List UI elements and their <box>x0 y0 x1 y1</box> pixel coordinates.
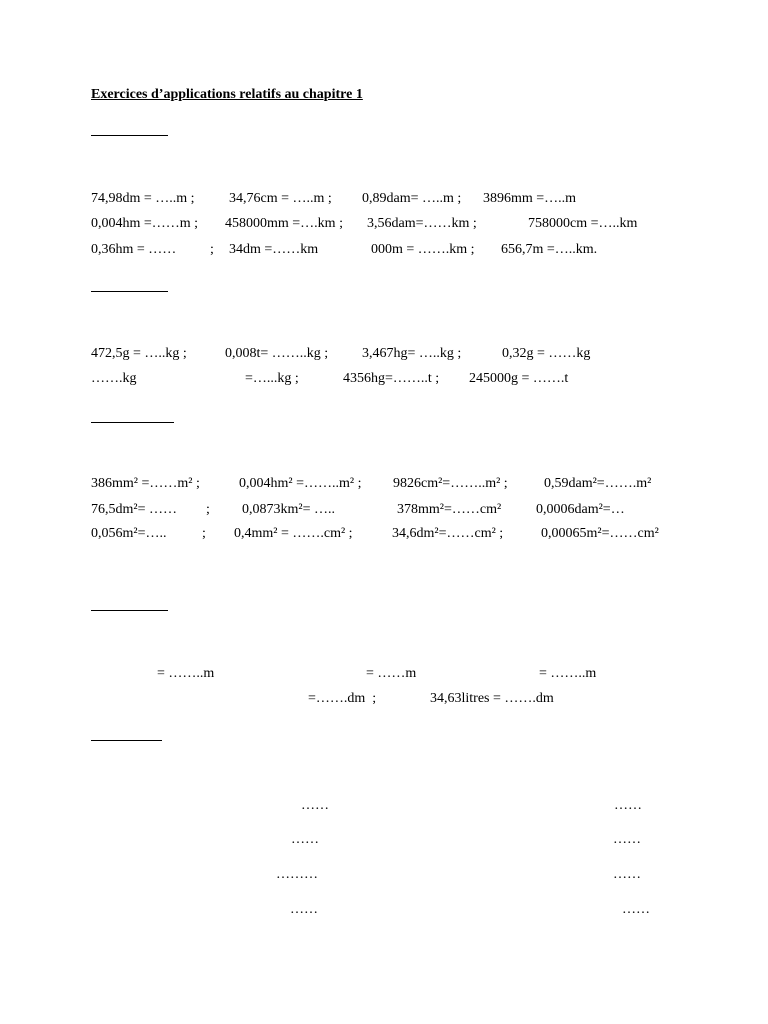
exercise-5-r2-left: …… <box>291 832 319 847</box>
exercise-5-r1-left: …… <box>301 798 329 813</box>
exercise-1-r1-c2: 34,76cm = …..m ; <box>229 191 332 206</box>
section-heading-rule <box>91 291 168 292</box>
section-heading-rule <box>91 610 168 611</box>
exercise-1-r3-c4: 000m = …….km ; <box>371 242 475 257</box>
exercise-3-r2-c3: 0,0873km²= ….. <box>242 502 335 517</box>
exercise-4-r1-c2: = ……m <box>366 666 417 681</box>
section-heading-rule <box>91 422 174 423</box>
exercise-3-r1-c1: 386mm² =……m² ; <box>91 476 200 491</box>
exercise-2-r1-c3: 3,467hg= …..kg ; <box>362 346 462 361</box>
exercise-1-r2-c3: 3,56dam=……km ; <box>367 216 477 231</box>
exercise-3-r3-c1: 0,056m²=….. <box>91 526 167 541</box>
exercise-3-r1-c4: 0,59dam²=…….m² <box>544 476 652 491</box>
exercise-1-r1-c4: 3896mm =…..m <box>483 191 577 206</box>
exercise-2-r2-c4: 245000g = …….t <box>469 371 569 386</box>
exercise-1-r2-c4: 758000cm =…..km <box>528 216 638 231</box>
exercise-2-r1-c4: 0,32g = ……kg <box>502 346 591 361</box>
exercise-4-r1-c3: = ……..m <box>539 666 597 681</box>
exercise-2-r2-c2: =…...kg ; <box>245 371 299 386</box>
exercise-1-r2-c1: 0,004hm =……m ; <box>91 216 199 231</box>
exercise-2-r1-c1: 472,5g = …..kg ; <box>91 346 187 361</box>
exercise-2-r2-c3: 4356hg=……..t ; <box>343 371 440 386</box>
document-title: Exercices d’applications relatifs au chapitre 1 <box>91 87 363 102</box>
exercise-5-r1-right: …… <box>614 798 642 813</box>
exercise-5-r4-left: …… <box>290 902 318 917</box>
exercise-5-r2-right: …… <box>613 832 641 847</box>
exercise-3-r3-c5: 0,00065m²=……cm² <box>541 526 659 541</box>
exercise-1-r3-c5: 656,7m =…..km. <box>501 242 598 257</box>
exercise-4-r2-c1: =…….dm ; <box>308 691 377 706</box>
exercise-2-r1-c2: 0,008t= ……..kg ; <box>225 346 329 361</box>
exercise-1-r3-c1: 0,36hm = …… <box>91 242 177 257</box>
exercise-1-r1-c3: 0,89dam= …..m ; <box>362 191 462 206</box>
exercise-5-r3-right: …… <box>613 867 641 882</box>
exercise-3-r2-c5: 0,0006dam²=… <box>536 502 625 517</box>
section-heading-rule <box>91 740 162 741</box>
exercise-1-r2-c2: 458000mm =….km ; <box>225 216 343 231</box>
exercise-4-r1-c1: = ……..m <box>157 666 215 681</box>
exercise-4-r2-c2: 34,63litres = …….dm <box>430 691 554 706</box>
exercise-3-r3-c4: 34,6dm²=……cm² ; <box>392 526 504 541</box>
exercise-3-r3-c3: 0,4mm² = …….cm² ; <box>234 526 353 541</box>
exercise-1-r3-c3: 34dm =……km <box>229 242 319 257</box>
exercise-3-r1-c2: 0,004hm² =……..m² ; <box>239 476 362 491</box>
exercise-1-r3-c2: ; <box>210 242 214 257</box>
exercise-3-r1-c3: 9826cm²=……..m² ; <box>393 476 508 491</box>
exercise-5-r3-left: ……… <box>276 867 318 882</box>
exercise-3-r3-c2: ; <box>202 526 206 541</box>
section-heading-rule <box>91 135 168 136</box>
exercise-3-r2-c1: 76,5dm²= …… <box>91 502 177 517</box>
exercise-3-r2-c4: 378mm²=……cm² <box>397 502 502 517</box>
exercise-3-r2-c2: ; <box>206 502 210 517</box>
exercise-5-r4-right: …… <box>622 902 650 917</box>
exercise-1-r1-c1: 74,98dm = …..m ; <box>91 191 195 206</box>
exercise-2-r2-c1: …….kg <box>91 371 137 386</box>
